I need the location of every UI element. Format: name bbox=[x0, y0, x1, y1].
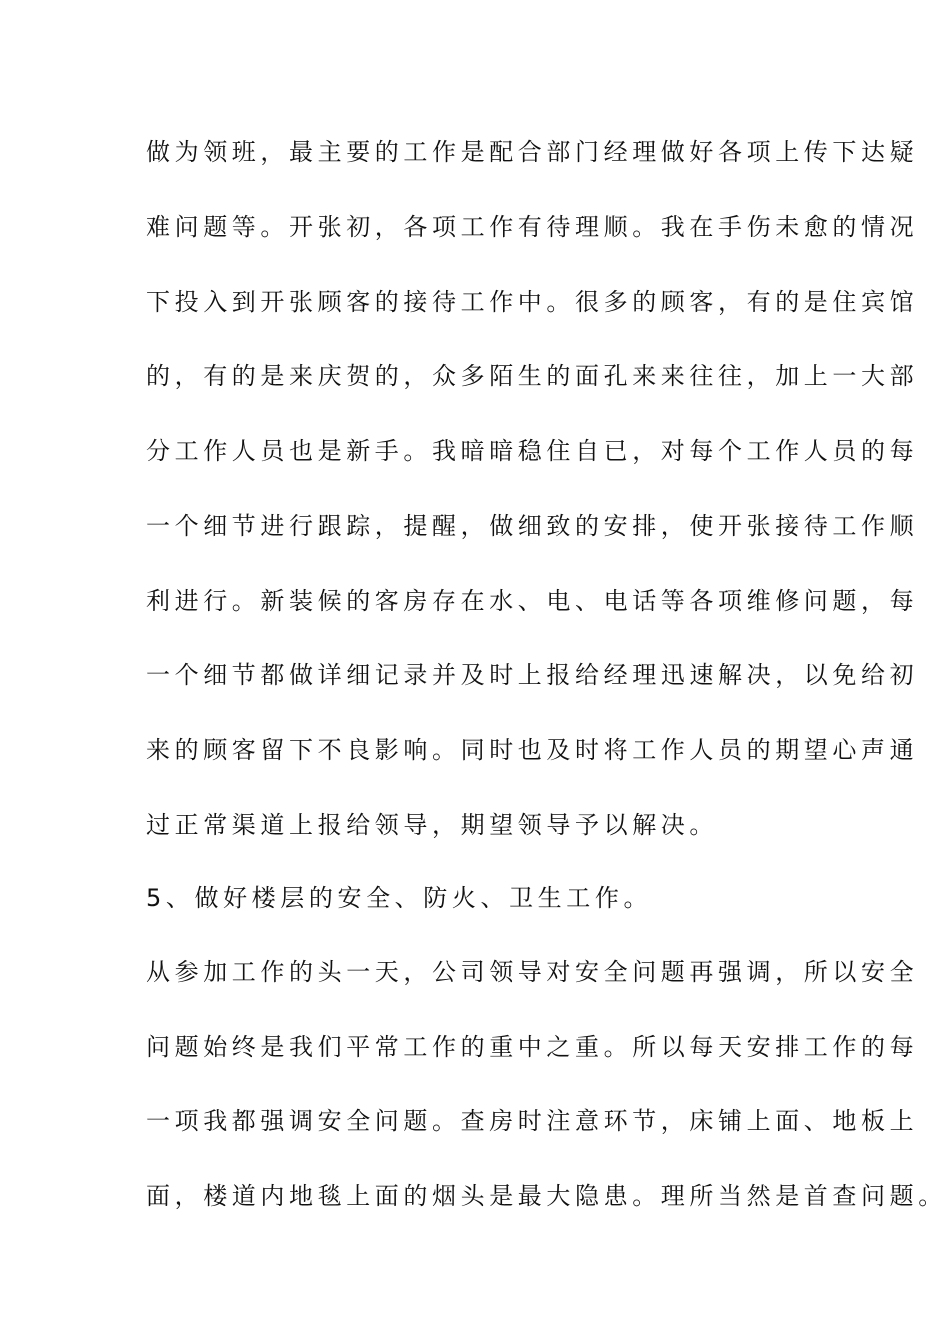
text-line: 一个细节都做详细记录并及时上报给经理迅速解决，以免给初 bbox=[146, 661, 919, 689]
text-line: 过正常渠道上报给领导，期望领导予以解决。 bbox=[146, 811, 718, 839]
text-line: 做为领班，最主要的工作是配合部门经理做好各项上传下达疑 bbox=[146, 138, 919, 166]
text-line: 的，有的是来庆贺的，众多陌生的面孔来来往往，加上一大部 bbox=[146, 362, 919, 390]
text-line: 一项我都强调安全问题。查房时注意环节，床铺上面、地板上 bbox=[146, 1107, 919, 1135]
text-line: 面，楼道内地毯上面的烟头是最大隐患。理所当然是首查问题。 bbox=[146, 1182, 947, 1210]
text-line: 分工作人员也是新手。我暗暗稳住自已，对每个工作人员的每 bbox=[146, 437, 919, 465]
text-line: 问题始终是我们平常工作的重中之重。所以每天安排工作的每 bbox=[146, 1033, 919, 1061]
text-line: 来的顾客留下不良影响。同时也及时将工作人员的期望心声通 bbox=[146, 736, 919, 764]
text-line: 难问题等。开张初，各项工作有待理顺。我在手伤未愈的情况 bbox=[146, 213, 919, 241]
text-line: 下投入到开张顾客的接待工作中。很多的顾客，有的是住宾馆 bbox=[146, 288, 919, 316]
text-line: 从参加工作的头一天，公司领导对安全问题再强调，所以安全 bbox=[146, 958, 919, 986]
text-line: 利进行。新装候的客房存在水、电、电话等各项维修问题，每 bbox=[146, 587, 919, 615]
section-heading: 5、做好楼层的安全、防火、卫生工作。 bbox=[146, 884, 653, 912]
text-line: 一个细节进行跟踪，提醒，做细致的安排，使开张接待工作顺 bbox=[146, 512, 919, 540]
